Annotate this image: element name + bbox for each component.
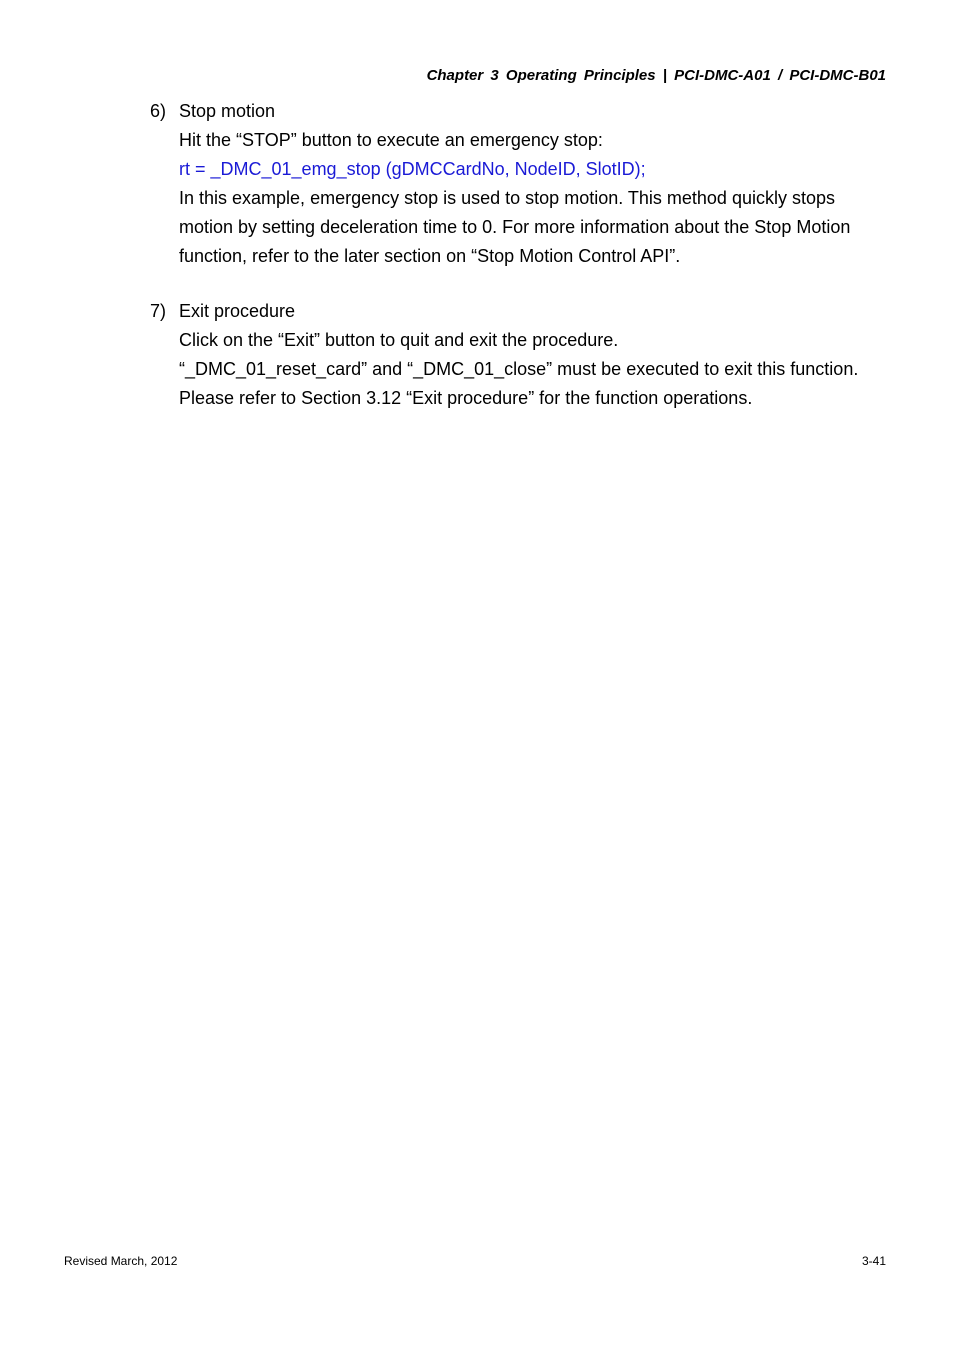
- item-title: Stop motion: [179, 101, 276, 121]
- running-header: Chapter 3 Operating Principles | PCI-DMC-A01 / PCI-DMC-B01: [426, 67, 886, 84]
- item-body: [179, 297, 894, 413]
- item-instruction: Hit the “STOP” button to execute an emergency stop:: [179, 130, 603, 150]
- code-line: rt = _DMC_01_emg_stop (gDMCCardNo, NodeID, SlotID);: [179, 159, 646, 179]
- document-body: [0, 97, 954, 413]
- item-number: 7): [150, 301, 167, 321]
- item-paragraph: In this example, emergency stop is used to stop motion. This method quickly stops motion by setting deceleration time to 0. For more information about the Stop Motion function, refer to the later section on “Stop Motion Control API”.: [179, 188, 851, 266]
- list-item-exit-procedure: [0, 297, 954, 413]
- footer-revision: Revised March, 2012: [64, 1254, 178, 1268]
- item-title: Exit procedure: [179, 301, 296, 321]
- list-item-stop-motion: [0, 97, 954, 271]
- item-number: 6): [150, 101, 167, 121]
- item-paragraph: “_DMC_01_reset_card” and “_DMC_01_close” must be executed to exit this function. Please refer to Section 3.12 “Exit procedure” for the function operations.: [179, 359, 859, 408]
- page-number: 3-41: [861, 1254, 886, 1268]
- item-instruction: Click on the “Exit” button to quit and exit the procedure.: [179, 330, 619, 350]
- item-body: [179, 97, 894, 271]
